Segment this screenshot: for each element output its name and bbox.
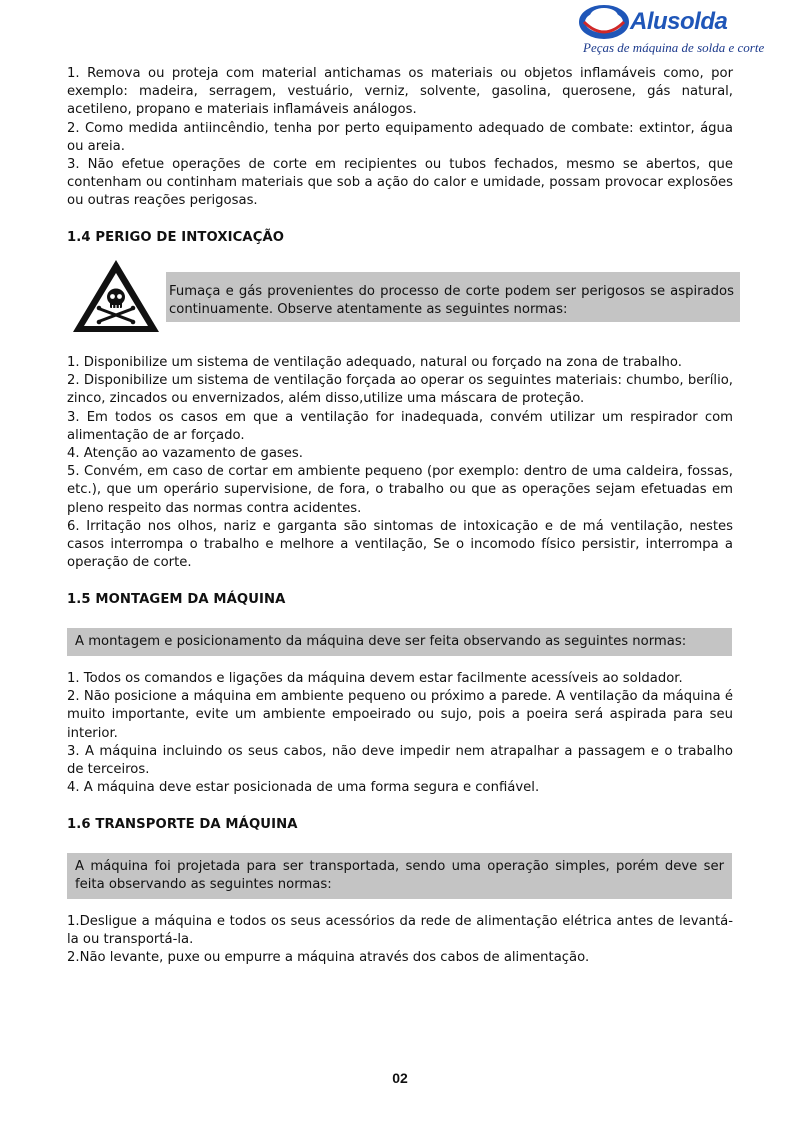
list-item: 3. A máquina incluindo os seus cabos, não deve impedir nem atrapalhar a passagem e o trabalho de terceiros. <box>67 743 733 778</box>
brand-logo <box>578 2 765 58</box>
list-item: 1. Remova ou proteja com material antichamas os materiais ou objetos inflamáveis como, por exemplo: madeira, serragem, vestuário, verniz, solvente, gasolina, querosene, gás natural, acetileno, propano e materiais inflamáveis análogos. <box>67 66 733 118</box>
list-item: 2.Não levante, puxe ou empurre a máquina através dos cabos de alimentação. <box>67 950 590 966</box>
section-title-transporte: 1.6 TRANSPORTE DA MÁQUINA <box>67 817 298 832</box>
logo-wordmark: Alusolda <box>630 8 728 35</box>
list-item: 4. Atenção ao vazamento de gases. <box>67 446 303 462</box>
list-item: 1.Desligue a máquina e todos os seus acessórios da rede de alimentação elétrica antes de levantá-la ou transportá-la. <box>67 914 733 948</box>
page-number: 02 <box>392 1070 408 1086</box>
toxic-warning-icon <box>70 257 162 335</box>
intro-list <box>67 65 733 211</box>
list-item: 2. Como medida antiincêndio, tenha por perto equipamento adequado de combate: extintor, água ou areia. <box>67 120 733 154</box>
list-item: 5. Convém, em caso de cortar em ambiente pequeno (por exemplo: dentro de uma caldeira, fossas, etc.), que um operário supervisione, de fora, o trabalho ou que as operações sejam efetuadas em pleno respeito das normas contra acidentes. <box>67 464 733 516</box>
transporte-list <box>67 913 733 968</box>
montagem-note-box: A montagem e posicionamento da máquina deve ser feita observando as seguintes normas: <box>67 628 732 656</box>
list-item: 2. Não posicione a máquina em ambiente pequeno ou próximo a parede. A ventilação da máquina é muito importante, evite um ambiente empoeirado ou sujo, pois a poeira será aspirada para seu interior. <box>67 689 733 741</box>
logo-tagline: Peças de máquina de solda e corte <box>583 40 765 55</box>
intoxicacao-warning-box: Fumaça e gás provenientes do processo de corte podem ser perigosos se aspirados continuamente. Observe atentamente as seguintes normas: <box>166 272 740 322</box>
list-item: 1. Todos os comandos e ligações da máquina devem estar facilmente acessíveis ao soldador. <box>67 671 683 686</box>
list-item: 4. A máquina deve estar posicionada de uma forma segura e confiável. <box>67 780 540 796</box>
intoxicacao-list <box>67 354 733 572</box>
logo-swoosh-icon <box>578 2 630 42</box>
montagem-list <box>67 670 733 797</box>
list-item: 1. Disponibilize um sistema de ventilação adequado, natural ou forçado na zona de trabalho. <box>67 355 682 370</box>
section-title-montagem: 1.5 MONTAGEM DA MÁQUINA <box>67 592 286 607</box>
section-title-intoxicacao: 1.4 PERIGO DE INTOXICAÇÃO <box>67 230 285 245</box>
list-item: 3. Não efetue operações de corte em recipientes ou tubos fechados, mesmo se abertos, que contenham ou continham materiais que sob a ação do calor e umidade, possam provocar explosões ou outras reações perigosas. <box>67 157 733 209</box>
list-item: 6. Irritação nos olhos, nariz e garganta são sintomas de intoxicação e de má ventilação, nestes casos interrompa o trabalho e melhore a ventilação, Se o incomodo físico persistir, interrompa a operação de corte. <box>67 518 733 571</box>
list-item: 2. Disponibilize um sistema de ventilação forçada ao operar os seguintes materiais: chumbo, berílio, zinco, zincados ou envernizados, além disso,utilize uma máscara de proteção. <box>67 373 733 407</box>
list-item: 3. Em todos os casos em que a ventilação for inadequada, convém utilizar um respirador com alimentação de ar forçado. <box>67 409 733 443</box>
transporte-note-box: A máquina foi projetada para ser transportada, sendo uma operação simples, porém deve ser feita observando as seguintes normas: <box>67 853 732 899</box>
